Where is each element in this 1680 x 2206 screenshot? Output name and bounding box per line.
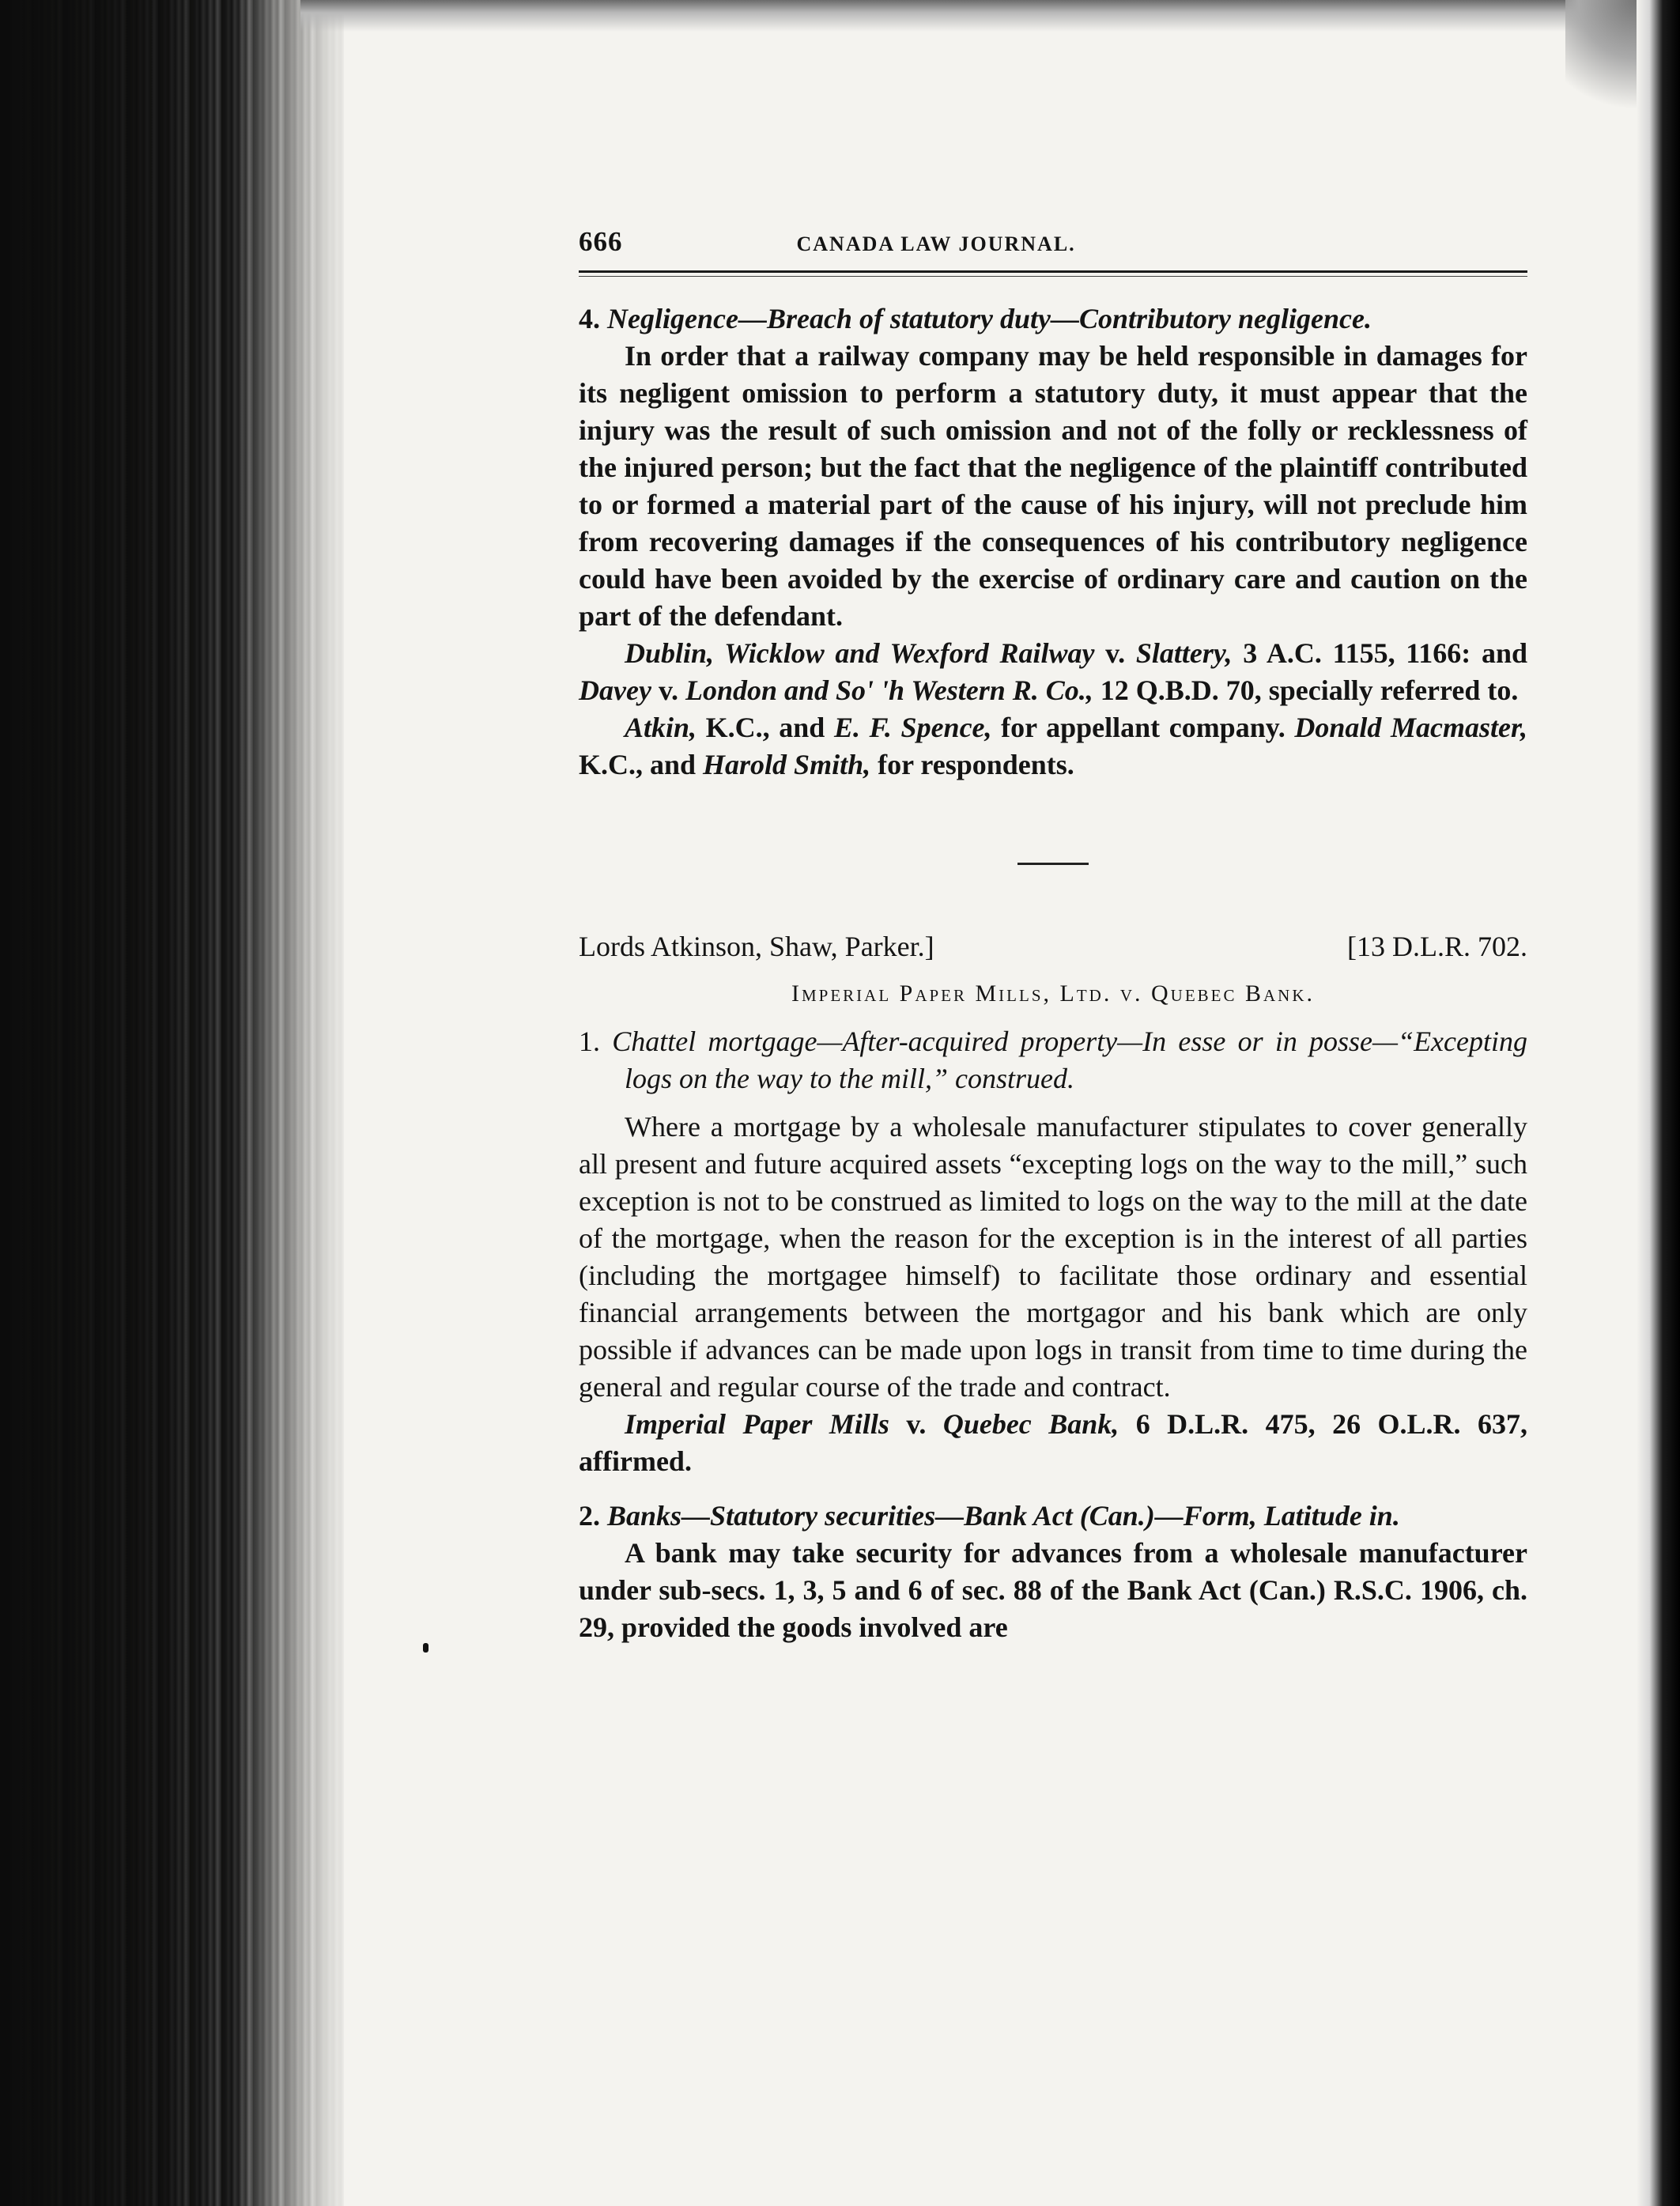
citation-party: Slattery, [1135, 637, 1233, 669]
negligence-paragraph: In order that a railway company may be held responsible in damages for its negligent omission to perform a statutory duty, it must appear that the injury was the result of such omission and not of the folly or recklessness of the injured person; but the fact that the negligence of the plaintiff contributed to or formed a material part of the cause of his injury, will not preclude him from recovering damages if the consequences of his contributory negligence could have been avoided by the exercise of ordinary care and caution on the part of the defendant. [579, 340, 1527, 632]
heading-number: 4. [579, 303, 600, 334]
counsel-text: for appellant company. [991, 712, 1295, 743]
negligence-citation [579, 635, 1527, 709]
citation-v: v. [889, 1408, 943, 1440]
heading-text: Chattel mortgage—After-acquired property—In esse or in posse—“Excepting logs on the way to the mill,” construed. [612, 1026, 1527, 1094]
citation-party: London and So' 'h Western R. Co., [685, 674, 1093, 706]
citation-case: Davey [579, 674, 651, 706]
citation-case: Imperial Paper Mills [625, 1408, 889, 1440]
counsel-text: K.C., and [697, 712, 834, 743]
section-heading-chattel-mortgage [579, 1023, 1527, 1097]
citation-v: v. [1094, 637, 1136, 669]
counsel-name: E. F. Spence, [833, 712, 992, 743]
banks-paragraph: A bank may take security for advances from a wholesale manufacturer under sub-secs. 1, 3, 5 and 6 of sec. 88 of the Bank Act (Can.) R.S.C. 1906, ch. 29, provided the goods involved are [579, 1537, 1527, 1643]
case-title: Imperial Paper Mills, Ltd. v. Quebec Bank. [791, 980, 1316, 1007]
heading-number: 1. [579, 1026, 600, 1057]
scan-corner-shadow [1565, 0, 1637, 127]
page-header [579, 226, 1527, 273]
counsel-text: K.C., and [579, 749, 704, 780]
counsel-name: Donald Macmaster, [1294, 712, 1527, 743]
section-heading-banks [579, 1498, 1527, 1535]
counsel-name: Harold Smith, [703, 749, 871, 780]
scan-binding-fade [237, 0, 364, 2206]
citation-ref: 3 A.C. 1155, 1166: and [1232, 637, 1527, 669]
citation-party: Quebec Bank, [942, 1408, 1119, 1440]
report-citation: [13 D.L.R. 702. [1347, 931, 1527, 962]
judges: Lords Atkinson, Shaw, Parker.] [579, 931, 934, 962]
scan-right-edge [1637, 0, 1680, 2206]
heading-text: Banks—Statutory securities—Bank Act (Can.)—Form, Latitude in. [607, 1500, 1400, 1532]
scan-top-shadow [300, 0, 1637, 32]
scan-mark [423, 1643, 428, 1653]
counsel-line [579, 709, 1527, 784]
citation-v: v. [651, 674, 685, 706]
heading-text: Negligence—Breach of statutory duty—Contributory negligence. [607, 303, 1372, 334]
running-head: CANADA LAW JOURNAL. [796, 232, 1076, 255]
section-separator [1017, 863, 1089, 865]
chattel-paragraph: Where a mortgage by a wholesale manufacturer stipulates to cover generally all present and future acquired assets “excepting logs on the way to the mill,” such exception is not to be construed as limited to logs on the way to the mill at the date of the mortgage, when the reason for the exception is in the interest of all parties (including the mortgagee himself) to facilitate those ordinary and essential financial arrangements between the mortgagor and his bank which are only possible if advances can be made upon logs in transit from time to time during the general and regular course of the trade and contract. [579, 1111, 1527, 1403]
citation-ref: 12 Q.B.D. 70, specially referred to. [1093, 674, 1519, 706]
journal-page [579, 226, 1527, 1646]
counsel-name: Atkin, [625, 712, 697, 743]
counsel-text: for respondents. [870, 749, 1074, 780]
section-heading-negligence [579, 300, 1527, 338]
case-reference-line [579, 928, 1527, 965]
heading-number: 2. [579, 1500, 600, 1532]
page-number: 666 [579, 226, 623, 257]
chattel-citation [579, 1406, 1527, 1480]
citation-case: Dublin, Wicklow and Wexford Railway [625, 637, 1095, 669]
citation-ref: 6 D.L.R. 475, 26 O.L.R. 637, affirmed. [579, 1408, 1527, 1477]
